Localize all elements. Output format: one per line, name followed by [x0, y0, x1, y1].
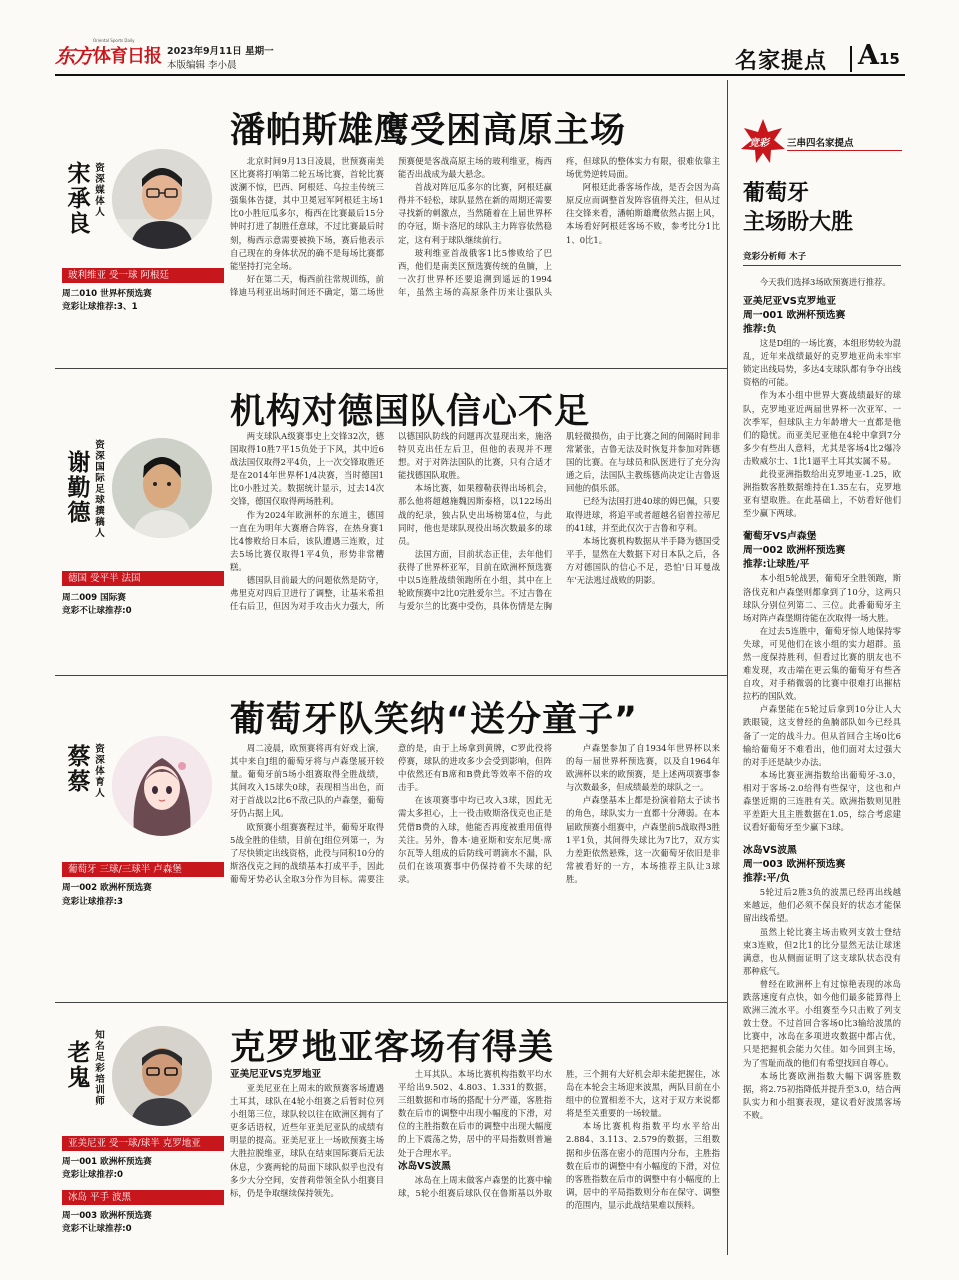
paragraph: 本场比赛亚洲指数给出葡萄牙-3.0，相对于客场-2.0给得有些保守，这也和卢森堡近期的三连胜有关。欧洲指数则见胜平差距大且主胜数据在1.05，综合考虑建议看好葡萄牙至少赢下3球。	[743, 769, 901, 833]
sidebar-kicker: 三串四名家提点	[787, 138, 854, 149]
issue-date: 2023年9月11日 星期一	[167, 46, 274, 57]
sidebar-body	[743, 276, 901, 1256]
columnist-name: 宋承良	[67, 160, 91, 237]
logo-chars: 东方	[55, 44, 91, 68]
article-separator	[55, 368, 727, 369]
paragraph: 已经为法国打进40球的姆巴佩，只要取得进球，将追平或者超越名宿普拉蒂尼的41球，并至此仅次于吉鲁和亨利。	[566, 496, 720, 533]
paragraph: 作为本小组中世界大赛战绩最好的球队，克罗地亚近两届世界杯一次亚军、一次季军，但球队主力年龄增大一直都是他们的隐忧。而亚美尼亚他在4轮中拿到7分多少有些出人意料，尤其是客场4比2爆冷击败威尔士、1比1逼平土耳其实属不易。	[743, 390, 901, 466]
sidebar-section-match: 周一002 欧洲杯预选赛	[743, 545, 846, 557]
avatar	[112, 438, 212, 538]
article-4-columnist	[62, 1020, 224, 1130]
article-3-recommend: 竞彩让球推荐:3	[62, 897, 123, 907]
paragraph: 好在第二天，梅西前往常规训练，前锋迪马利亚出场时间还不确定，第二场世预赛便是客战高原主场的玻利维亚，梅西能否出战成为最大悬念。	[230, 156, 552, 297]
sidebar-section-title: 葡萄牙VS卢森堡	[743, 531, 817, 543]
paragraph: 两支球队A级赛事史上交锋32次，德国取得10胜7平15负处于下风，其中近6战法国仅取得2平4负，上一次交锋取胜还是在2014年世界杯1/4决赛，当时德国1比0小胜过关。数据统计显示，过去14次交锋，德国仅取得两场胜利。	[230, 431, 384, 507]
article-1-recommend: 竞彩让球推荐:3、1	[62, 302, 138, 312]
article-3-headline: 葡萄牙队笑纳“送分童子”	[230, 700, 639, 740]
paragraph: 这是D组的一场比赛，本组形势较为混乱，近年来战绩最好的克罗地亚尚未牢牢锁定出线局势，多达4支球队都有争夺出线资格的可能。	[743, 338, 901, 388]
paragraph: 欧预赛小组赛赛程过半，葡萄牙取得5战全胜的佳绩，目前在J组位列第一，为了尽快锁定出线资格，此役与同积10分的斯洛伐克之间的战绩基本打成平手，因此葡萄牙势必认全取3分作为目标。需要注意的是，由于上场拿到黄牌，C罗此役将停赛，球队的进攻多少会受到影响，但阵中依然还有B席和B费此等效率不俗的攻击手。	[230, 743, 552, 884]
paragraph: 法国方面，目前状态正佳，去年他们获得了世界杯亚军，目前在欧洲杯预选赛中以5连胜战绩领跑所在小组，其中在上轮欧预赛中2比0完胜爱尔兰。不过吉鲁在与爱尔兰的比赛中受伤，具体伤情是左胸肌轻微损伤，由于比赛之间的间隔时间非常紧张，吉鲁无法及时恢复并参加对阵德国的比赛。在与球员和队医进行了充分沟通之后，法国队主教练德尚决定让吉鲁返回他的俱乐部。	[398, 431, 720, 612]
article-2-headline: 机构对德国队信心不足	[230, 392, 591, 432]
article-4-recommend-2: 竞彩不让球推荐:0	[62, 1224, 132, 1234]
paragraph: 作为2024年欧洲杯的东道主，德国一直在为明年大赛磨合阵容，在热身赛1比4惨败给日本后，该队遭遇三连败，过去5场比赛仅取得1平4负，形势非常糟糕。	[230, 509, 384, 572]
article-4-match-2: 周一003 欧洲杯预选赛	[62, 1211, 152, 1221]
paragraph: 本场比赛机构指数平均水平给出2.884、3.113、2.579的数据，三组数据和步伍落在密小的范围内分布，主胜指数在后市的调整中有小幅度的下滑，对位的客胜指数在后市的调整中有小幅度的上调，居中的平局指数则分布在保守、调整的范围内，显示此战结果难以预料。	[566, 1121, 720, 1210]
sidebar-section-match: 周一003 欧洲杯预选赛	[743, 859, 846, 871]
article-2-recommend: 竞彩不让球推荐:0	[62, 606, 132, 616]
paragraph: 阿根廷此番客场作战，是否会因为高原反应而调整首发阵容值得关注，但从过往交锋来看，潘帕斯雄鹰依然占据上风，本场看好阿根廷客场不败，参考比分1比1、0比1。	[566, 182, 720, 245]
article-1-columnist	[62, 145, 224, 265]
sidebar-headline-2: 主场盼大胜	[743, 210, 854, 235]
sidebar-section-tip: 推荐:平/负	[743, 873, 790, 885]
paragraph: 亚美尼亚在上周末的欧预赛客场遭遇土耳其，球队在4轮小组赛之后暂时位列小组第三位，球队较以往在欧洲区拥有了更多话语权，近些年亚美尼亚队的成绩有明显的提高。亚美尼亚上一场欧预赛主场大胜拉脱维亚，球队在结束国际赛后无法休息，少赛两轮的局面下球队似乎也没有多少大分空间，安普莉带领全队小组赛目标，仍是争取继续保持领先。	[230, 1083, 384, 1198]
paragraph: 北京时间9月13日凌晨，世预赛南美区比赛将打响第二轮五场比赛，首轮比赛波澜不惊，巴西、阿根廷、乌拉圭传统三强集体告捷，其中卫冕冠军阿根廷主场1比0小胜厄瓜多尔，梅西在比赛最后15分钟时打进了制胜任意球，不过比赛最后时刻，梅西示意需要被换下场，赛后他表示自己现在的身体状况的确不是每场比赛都能坚持打完全场。	[230, 156, 384, 271]
article-1-headline: 潘帕斯雄鹰受困高原主场	[230, 111, 627, 151]
paragraph: 此役亚洲指数给出克罗地亚-1.25，欧洲指数客胜数据维持在1.35左右，克罗地亚有望取胜。在此基础上，不妨看好他们至少赢下两球。	[743, 469, 901, 519]
article-separator	[55, 675, 727, 676]
article-4-match: 周一001 欧洲杯预选赛	[62, 1157, 152, 1167]
sidebar-divider	[727, 80, 728, 1255]
paragraph: 5轮过后2胜3负的波黑已经再出线越来越远，他们必须不保良好的状态才能保留出线希望。	[743, 887, 901, 924]
article-3-match: 周一002 欧洲杯预选赛	[62, 883, 152, 893]
badge-label: 竞彩	[749, 138, 769, 149]
columnist-name: 谢勤德	[67, 449, 91, 526]
article-2-columnist	[62, 430, 224, 560]
article-2-match: 周二009 国际赛	[62, 593, 126, 603]
article-1-match: 周二010 世界杯预选赛	[62, 289, 152, 299]
header-divider	[850, 46, 852, 72]
sidebar-section-tip: 推荐:让球胜/平	[743, 559, 810, 571]
article-separator	[55, 1002, 727, 1003]
article-1-body	[230, 155, 720, 355]
columnist-title: 资深国际足球撰稿人	[95, 440, 105, 539]
paragraph: 虽然上轮比赛主场击败列支敦士登结束3连败，但2比1的比分显然无法让球迷满意，也从侧面证明了这支球队状态没有那种底气。	[743, 926, 901, 976]
article-4-pick-bar-2: 冰岛 平手 波黑	[62, 1190, 224, 1205]
sidebar-section-title: 冰岛VS波黑	[743, 845, 797, 857]
columnist-title: 资深体育人	[95, 744, 105, 799]
page-editor: 本版编辑 李小晨	[167, 60, 237, 71]
avatar	[112, 1026, 212, 1126]
paragraph: 在过去5连胜中，葡萄牙惊人地保持零失球，可见他们在该小组的实力超群。虽然一度保持胜利，但看过比赛的朋友也不难发现，攻击端在更云集的葡萄牙有些吝自攻，对手稍微弱的比赛中很难打出摧枯拉朽的国队效。	[743, 625, 901, 702]
newspaper-logo-icon	[55, 40, 97, 68]
article-2-pick-bar: 德国 受平半 法国	[62, 571, 224, 586]
kicker-rule	[787, 150, 902, 151]
sidebar-section-title: 亚美尼亚VS克罗地亚	[743, 296, 837, 308]
sidebar-intro: 今天我们选择3场欧预赛进行推荐。	[759, 277, 891, 287]
article-4-body	[230, 1068, 720, 1260]
article-3-pick-bar: 葡萄牙 三球/三球半 卢森堡	[62, 862, 224, 877]
logo-eng: Oriental Sports Daily	[93, 38, 135, 43]
paragraph: 卢森堡能在5轮过后拿到10分让人大跌眼镜，这支曾经的鱼腩部队如今已经具备了一定的战斗力。但从首回合主场0比6输给葡萄牙不难看出，他们面对太过强大的对手还是缺少办法。	[743, 704, 901, 767]
paragraph: 周二凌晨，欧预赛将再有好戏上演，其中来自J组的葡萄牙将与卢森堡展开较量。葡萄牙前5场小组赛取得全胜战绩，其间攻入15球失0球，表现相当出色，而对于首战以2比6不敌己队的卢森堡，葡萄牙仍占据上风。	[230, 743, 384, 819]
logo-title: 体育日报	[93, 46, 161, 67]
article-2-body	[230, 430, 720, 658]
article-3-body	[230, 742, 720, 982]
paragraph: 本小组5轮战罢，葡萄牙全胜领跑，斯洛伐克和卢森堡则都拿到了10分，这两只球队分别位列第二、三位。此番葡萄牙主场对阵卢森堡期待能在次取得一场大胜。	[743, 573, 901, 623]
paragraph: 卢森堡参加了自1934年世界杯以来的每一届世界杯预选赛，以及自1964年欧洲杯以来的欧预赛，是上述两项赛事参与次数最多，但成绩最差的球队之一。	[566, 743, 720, 793]
avatar	[112, 149, 212, 249]
subheading: 亚美尼亚VS克罗地亚	[230, 1069, 322, 1080]
sidebar-headline-1: 葡萄牙	[743, 181, 810, 206]
paragraph: 首战对阵厄瓜多尔的比赛，阿根廷赢得并不轻松，球队显然在新的周期还需要寻找新的刺激点，当然随着在上届世界杯的夺冠，斯卡洛尼的球队主力阵容依然稳定，这有利于球队继续前行。	[398, 182, 552, 245]
article-4-headline: 克罗地亚客场有得美	[230, 1028, 555, 1068]
page-letter: A	[858, 40, 879, 71]
columnist-name: 蔡蔡	[67, 743, 91, 795]
columnist-title: 资深媒体人	[95, 163, 105, 218]
paragraph: 本场比赛欧洲指数大幅下调客胜数据，将2.75初指降低并提升至3.0，结合两队实力和小组赛表现，建议看好波黑客场不败。	[743, 1070, 901, 1120]
paragraph: 德国队目前最大的问题依然是防守，弗里克对四后卫进行了调整，让基米希担任右后卫，但因为对手攻击火力强大，所以德国队防线的问题再次显现出来，施洛特贝克出任左后卫，但他的表现并不理想。对于对阵法国队的比赛，只有合适才能找德国队取胜。	[230, 431, 552, 612]
columnist-title: 知名足彩培训师	[95, 1030, 105, 1107]
header-rule	[55, 74, 905, 76]
byline-rule	[743, 265, 901, 266]
paragraph: 在该项赛事中均已攻入3球，因此无需太多担心，上一役击败斯洛伐克也正是凭借B费的入球，他能否再度被重用值得关注。另外，鲁本·迪亚斯和安东尼奥·席尔瓦等人组成的后防线可谓滴水不漏，队员们在该项赛事中仍保持着不失球的纪录。	[398, 795, 552, 884]
paragraph: 本场比赛机构数据从半手降为德国受平手，显然在大数据下对日本队之后，各方对德国队的信心不足，恐怕'日耳曼战车'无法逃过战败的阴影。	[566, 535, 720, 586]
sidebar-byline: 竞彩分析师 木子	[743, 252, 807, 262]
subheading: 冰岛VS波黑	[398, 1160, 451, 1172]
article-3-columnist	[62, 730, 224, 850]
sidebar	[735, 80, 905, 1260]
section-title: 名家提点	[735, 49, 828, 74]
page-number: 15	[879, 50, 900, 68]
paragraph: 本场比赛，如果穆勒获得出场机会，那么他将超越施魏因斯泰格，以122场出战的纪录，独占队史出场榜第4位，与此同时，他也是球队现役出场次数最多的球员。	[398, 483, 552, 546]
paragraph: 曾经在欧洲杯上有过惊艳表现的冰岛跌落速度有点快，如今他们最多能算得上欧洲三流水平。小组赛至今只击败了列支敦士登。不过首回合客场0比3输给波黑的比赛中，冰岛在多项进攻数据中都占优，只是把握机会能力欠佳。如今回到主场，为了雪耻而战的他们有希望找回自尊心。	[743, 978, 901, 1068]
article-4-pick-bar: 亚美尼亚 受一球/球半 克罗地亚	[62, 1136, 224, 1151]
article-1-pick-bar: 玻利维亚 受一球 阿根廷	[62, 268, 224, 283]
paragraph: 玻利维亚首战俄客1比5惨败给了巴西，他们是南美区预选赛传统的鱼腩，上一次打世界杯还要追溯到遥远的1994年，虽然主场的高原条件历来让强队头疼，但球队的整体实力有限，很难依靠主场优势逆转局面。	[398, 156, 720, 297]
article-4-recommend: 竞彩让球推荐:0	[62, 1170, 123, 1180]
avatar	[112, 736, 212, 836]
paragraph: 土耳其队。本场比赛机构指数平均水平给出9.502、4.803、1.331的数据，三组数据和市场的搭配十分严谨，客胜指数在后市的调整中出现小幅度的下滑，对位的主胜指数在后市的调整中出现大幅度的上下震荡之势，居中的平局指数则普遍处于合理水平。	[398, 1069, 552, 1158]
paragraph: 卢森堡基本上都是扮演着陪太子读书的角色，球队实力一直都十分薄弱。在本届欧预赛小组赛中，卢森堡前5战取得3胜1平1负，其间得失球比为7比7，双方实力差距依然悬殊，这一次葡萄牙依旧是非常被看好的一方，本场推荐主队让3球胜。	[566, 795, 720, 884]
sidebar-section-match: 周一001 欧洲杯预选赛	[743, 310, 846, 322]
columnist-name: 老鬼	[67, 1039, 91, 1091]
paragraph: 冰岛在上周末做客卢森堡的比赛中输球，5轮小组赛后球队仅在鲁斯基以外取胜，三个拥有大好机会却未能把握住，冰岛在本轮会主场迎来波黑，两队目前在小组中的位置相差不大，这对于双方来说都将是至关重要的一场较量。	[398, 1069, 720, 1198]
sidebar-section-tip: 推荐:负	[743, 324, 777, 336]
